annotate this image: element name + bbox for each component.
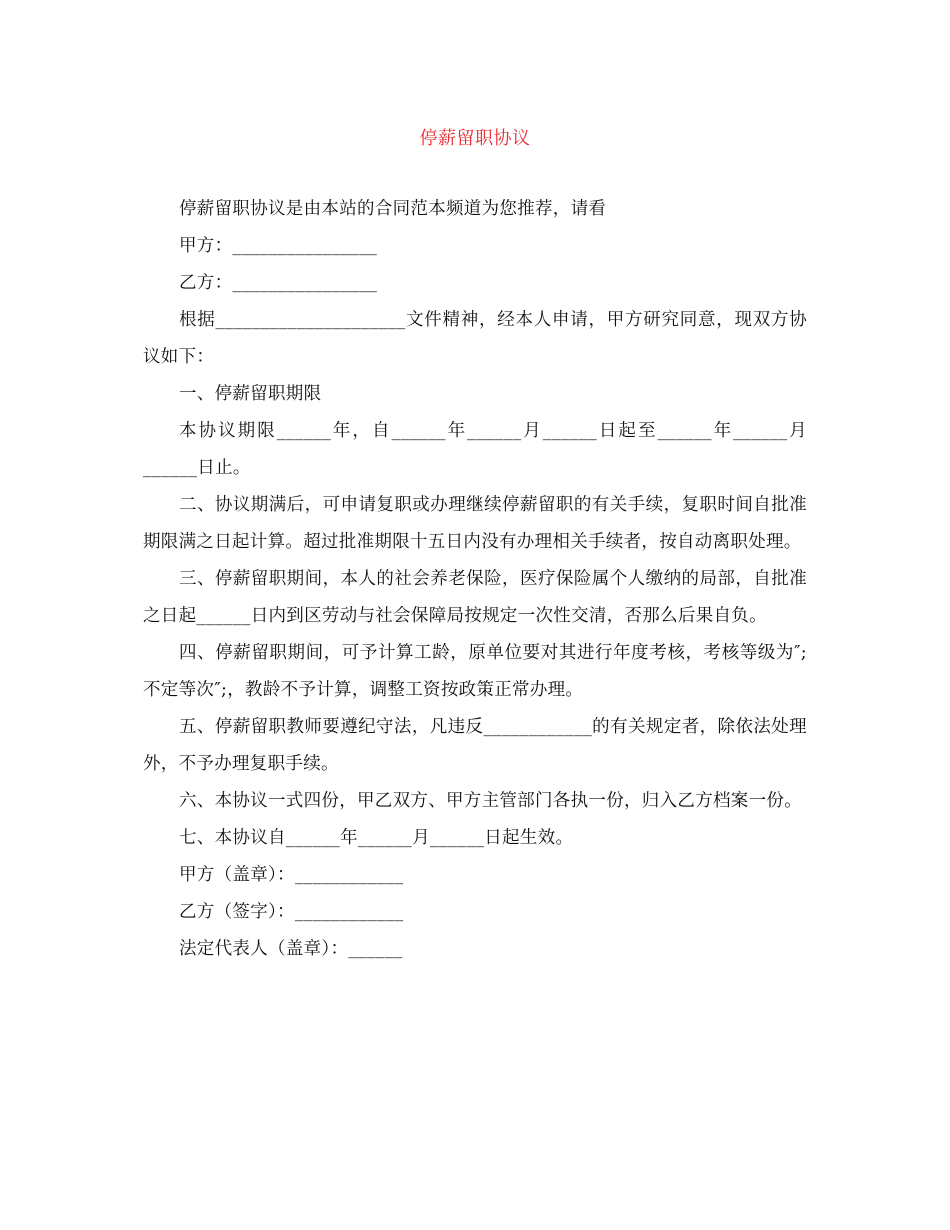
- term-paragraph: 本协议期限______年，自______年______月______日起至______年______月______日止。: [143, 421, 807, 478]
- clause-6-paragraph: 六、本协议一式四份，甲乙双方、甲方主管部门各执一份，归入乙方档案一份。: [179, 791, 802, 811]
- party-b-field: 乙方：________________: [179, 273, 378, 293]
- party-a-seal-field: 甲方（盖章）：____________: [179, 865, 404, 885]
- clause-5-paragraph: 五、停薪留职教师要遵纪守法，凡违反____________的有关规定者，除依法处理外，不予办理复职手续。: [143, 717, 807, 774]
- legal-representative-field: 法定代表人（盖章）：______: [179, 939, 403, 959]
- clause-2-paragraph: 二、协议期满后，可申请复职或办理继续停薪留职的有关手续，复职时间自批准期限满之日起计算。超过批准期限十五日内没有办理相关手续者，按自动离职处理。: [143, 495, 807, 552]
- document-title: 停薪留职协议: [419, 128, 531, 149]
- party-a-field: 甲方：________________: [179, 236, 378, 256]
- basis-paragraph: 根据_____________________文件精神，经本人申请，甲方研究同意，现双方协议如下：: [143, 310, 807, 367]
- clause-3-paragraph: 三、停薪留职期间，本人的社会养老保险，医疗保险属个人缴纳的局部，自批准之日起______日内到区劳动与社会保障局按规定一次性交清，否那么后果自负。: [143, 569, 807, 626]
- clause-4-paragraph: 四、停薪留职期间，可予计算工龄，原单位要对其进行年度考核，考核等级为″;不定等次″;，教龄不予计算，调整工资按政策正常办理。: [143, 643, 807, 700]
- party-b-signature-field: 乙方（签字）：____________: [179, 902, 404, 922]
- section-heading-term: 一、停薪留职期限: [179, 384, 322, 404]
- document-body: [143, 191, 807, 968]
- intro-paragraph: 停薪留职协议是由本站的合同范本频道为您推荐，请看: [179, 199, 607, 219]
- clause-7-paragraph: 七、本协议自______年______月______日起生效。: [179, 828, 574, 848]
